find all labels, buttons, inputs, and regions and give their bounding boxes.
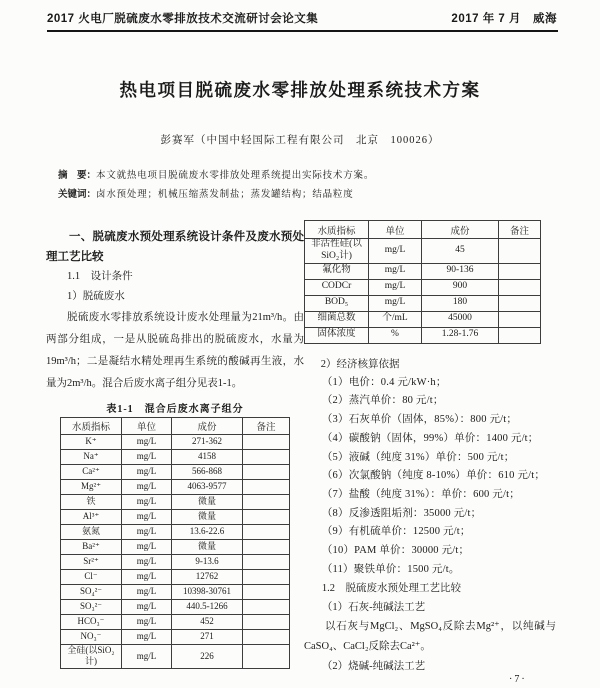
cell-value: 271-362: [172, 435, 243, 450]
cell-param: BOD₅: [305, 295, 369, 311]
cell-note: [243, 570, 290, 585]
col-header-unit: 单位: [369, 221, 422, 239]
page-number: ·7·: [509, 674, 527, 685]
page-header: [47, 10, 557, 26]
abstract-text: 本文就热电项目脱硫废水零排放处理系统提出实际技术方案。: [96, 171, 375, 181]
cell-value: 45: [422, 239, 499, 264]
item-1-heading: 1）脱硫废水: [67, 291, 125, 302]
left-column: [46, 227, 304, 669]
table-row: [61, 510, 290, 525]
table-row: [305, 311, 541, 327]
economic-basis-item: （4）碳酸钠（固体，99%）单价：1400 元/t；: [321, 432, 539, 444]
economic-basis-item: （7）盐酸（纯度 31%）：单价：600 元/t；: [321, 488, 520, 500]
economic-basis-list: [304, 374, 556, 580]
cell-value: 4158: [172, 450, 243, 465]
design-conditions-paragraph: 脱硫废水零排放系统设计废水处理量为21m³/h。由两部分组成，一是从脱硫岛排出的脱硫废水，水量为19m³/h；二是凝结水精处理再生系统的酸碱再生液，水量为2m³/h。混合后废水离子组分见表1-1。: [46, 312, 304, 389]
table-row: [61, 630, 290, 645]
table-row: [305, 295, 541, 311]
cell-param: 氨氮: [61, 525, 122, 540]
header-proceedings-title: 2017 火电厂脱硫废水零排放技术交流研讨会论文集: [47, 13, 319, 25]
cell-param: Ba²⁺: [61, 540, 122, 555]
cell-param: K⁺: [61, 435, 122, 450]
cell-note: [243, 615, 290, 630]
economic-basis-heading: 2）经济核算依据: [320, 358, 400, 370]
cell-param: 固体浓度: [305, 327, 369, 343]
cell-param: 铁: [61, 495, 122, 510]
cell-note: [243, 450, 290, 465]
cell-unit: mg/L: [122, 480, 172, 495]
cell-param: 细菌总数: [305, 311, 369, 327]
cell-note: [243, 465, 290, 480]
cell-value: 微量: [172, 510, 243, 525]
process-caustic-soda-heading: （2）烧碱-纯碱法工艺: [321, 661, 426, 673]
economic-basis-item: （10）PAM 单价：30000 元/t；: [321, 545, 470, 557]
economic-basis-item: （11）聚铁单价：1500 元/t。: [321, 563, 460, 575]
cell-unit: mg/L: [369, 263, 422, 279]
cell-value: 微量: [172, 495, 243, 510]
cell-param: Cl⁻: [61, 570, 122, 585]
cell-unit: mg/L: [122, 465, 172, 480]
right-column: [304, 212, 556, 676]
economic-basis-item: （1）电价：0.4 元/kW·h；: [321, 376, 447, 388]
cell-param: CODCr: [305, 279, 369, 295]
table-row: [61, 480, 290, 495]
table-row: [61, 435, 290, 450]
cell-value: 900: [422, 279, 499, 295]
cell-unit: mg/L: [122, 585, 172, 600]
table-row: [61, 525, 290, 540]
cell-unit: mg/L: [122, 600, 172, 615]
cell-value: 180: [422, 295, 499, 311]
cell-note: [243, 510, 290, 525]
table-row: [305, 239, 541, 264]
cell-param: 全硅(以SiO₂计): [61, 645, 122, 669]
process-lime-soda-paragraph: 以石灰与MgCl₂、MgSO₄反除去Mg²⁺，以纯碱与CaSO₄、CaCl₂反除去Ca²⁺。: [304, 621, 556, 653]
table-row: [61, 540, 290, 555]
paper-title: 热电项目脱硫废水零排放处理系统技术方案: [119, 80, 481, 100]
col-header-value: 成份: [172, 418, 243, 435]
table-row: [61, 615, 290, 630]
cell-note: [499, 311, 541, 327]
table-row: [61, 465, 290, 480]
cell-value: 271: [172, 630, 243, 645]
cell-value: 45000: [422, 311, 499, 327]
col-header-note: 备注: [243, 418, 290, 435]
cell-param: SO₄²⁻: [61, 585, 122, 600]
cell-note: [499, 279, 541, 295]
table-row: [305, 263, 541, 279]
cell-unit: mg/L: [122, 450, 172, 465]
keywords-label: 关键词：: [58, 190, 97, 200]
table-row: [61, 495, 290, 510]
col-header-param: 水质指标: [61, 418, 122, 435]
cell-note: [243, 585, 290, 600]
cell-value: 10398-30761: [172, 585, 243, 600]
cell-note: [243, 525, 290, 540]
cell-note: [243, 480, 290, 495]
header-rule: [47, 30, 558, 32]
cell-unit: %: [369, 327, 422, 343]
economic-basis-item: （6）次氯酸钠（纯度 8-10%）单价：610 元/t；: [321, 470, 546, 482]
cell-note: [243, 630, 290, 645]
cell-unit: mg/L: [369, 239, 422, 264]
abstract-label: 摘 要：: [58, 171, 97, 181]
author-line: 彭赛军（中国中轻国际工程有限公司 北京 100026）: [160, 135, 440, 146]
cell-note: [499, 263, 541, 279]
economic-basis-item: （2）蒸汽单价：80 元/t；: [321, 395, 444, 407]
cell-unit: mg/L: [122, 570, 172, 585]
cell-unit: mg/L: [122, 510, 172, 525]
cell-unit: mg/L: [122, 645, 172, 669]
section-1-heading: 一、脱硫废水预处理系统设计条件及废水预处理工艺比较: [46, 231, 304, 263]
header-date-location: 2017 年 7 月 威海: [451, 13, 557, 25]
table-row: [61, 585, 290, 600]
cell-param: HCO₃⁻: [61, 615, 122, 630]
table-1-1-caption: 表1-1 混合后废水离子组分: [106, 404, 244, 415]
keywords-line: [58, 186, 552, 200]
cell-param: Sr²⁺: [61, 555, 122, 570]
cell-unit: mg/L: [122, 555, 172, 570]
table-row: [61, 600, 290, 615]
cell-value: 566-868: [172, 465, 243, 480]
cell-note: [243, 600, 290, 615]
cell-unit: mg/L: [369, 295, 422, 311]
cell-param: 氟化物: [305, 263, 369, 279]
col-header-param: 水质指标: [305, 221, 369, 239]
cell-param: NO₃⁻: [61, 630, 122, 645]
cell-value: 440.5-1266: [172, 600, 243, 615]
cell-note: [243, 555, 290, 570]
process-lime-soda-heading: （1）石灰-纯碱法工艺: [321, 602, 426, 614]
table-row: [61, 570, 290, 585]
cell-value: 9-13.6: [172, 555, 243, 570]
cell-note: [499, 295, 541, 311]
col-header-note: 备注: [499, 221, 541, 239]
cell-note: [243, 435, 290, 450]
cell-value: 90-136: [422, 263, 499, 279]
keywords-text: 卤水预处理；机械压缩蒸发制盐；蒸发罐结构；结晶粒度: [96, 190, 354, 200]
cell-unit: mg/L: [122, 525, 172, 540]
col-header-unit: 单位: [122, 418, 172, 435]
cell-note: [243, 495, 290, 510]
cell-note: [243, 645, 290, 669]
cell-value: 13.6-22.6: [172, 525, 243, 540]
cell-param: Al³⁺: [61, 510, 122, 525]
section-1-1-heading: 1.1 设计条件: [67, 271, 133, 282]
table-row: [61, 450, 290, 465]
table-header-row: [61, 418, 290, 435]
cell-unit: mg/L: [122, 495, 172, 510]
cell-value: 226: [172, 645, 243, 669]
cell-unit: mg/L: [122, 435, 172, 450]
cell-note: [243, 540, 290, 555]
economic-basis-item: （9）有机硫单价：12500 元/t；: [321, 526, 471, 538]
cell-param: SO₃²⁻: [61, 600, 122, 615]
economic-basis-item: （5）液碱（纯度 31%）单价：500 元/t；: [321, 451, 515, 463]
section-1-2-heading: 1.2 脱硫废水预处理工艺比较: [321, 583, 461, 595]
table-row: [61, 555, 290, 570]
cell-value: 452: [172, 615, 243, 630]
table-row: [61, 645, 290, 669]
cell-value: 12762: [172, 570, 243, 585]
cell-unit: mg/L: [369, 279, 422, 295]
cell-param: Mg²⁺: [61, 480, 122, 495]
cell-param: 非活性硅(以SiO₂计): [305, 239, 369, 264]
cell-value: 1.28-1.76: [422, 327, 499, 343]
table-1-1-continued: [304, 220, 541, 344]
cell-unit: 个/mL: [369, 311, 422, 327]
cell-note: [499, 327, 541, 343]
cell-param: Ca²⁺: [61, 465, 122, 480]
cell-value: 微量: [172, 540, 243, 555]
col-header-value: 成份: [422, 221, 499, 239]
cell-unit: mg/L: [122, 540, 172, 555]
cell-value: 4063-9577: [172, 480, 243, 495]
abstract-line: [58, 167, 552, 181]
cell-note: [499, 239, 541, 264]
table-row: [305, 279, 541, 295]
cell-param: Na⁺: [61, 450, 122, 465]
economic-basis-item: （8）反渗透阻垢剂：35000 元/t；: [321, 507, 482, 519]
economic-basis-item: （3）石灰单价（固体，85%）：800 元/t；: [321, 414, 518, 426]
table-row: [305, 327, 541, 343]
table-1-1: [60, 417, 290, 669]
cell-unit: mg/L: [122, 630, 172, 645]
cell-unit: mg/L: [122, 615, 172, 630]
table-header-row: [305, 221, 541, 239]
